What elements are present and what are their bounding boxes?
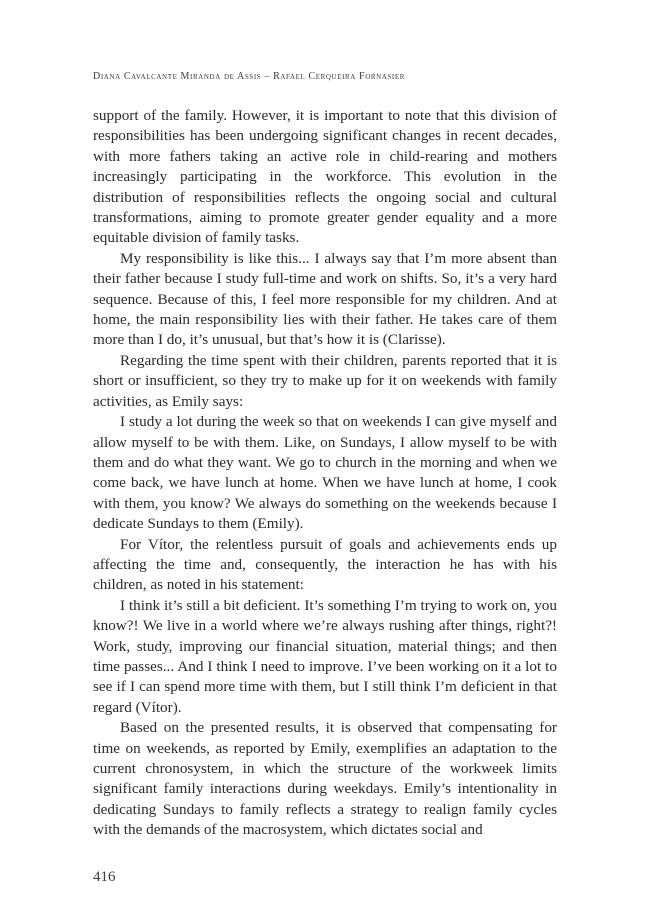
quote-vitor: I think it’s still a bit deficient. It’s something I’m trying to work on, you know?! We live in a world where we’re always rushing after things, right?! Work, study, improving our financial situation, material things; and then time passes... And I think I need to improve. I’ve been working on it a lot to see if I can spend more time with them, but I still think I’m deficient in that regard (Vítor).: [93, 596, 557, 716]
quote-clarisse: My responsibility is like this... I always say that I’m more absent than their father because I study full-time and work on shifts. So, it’s a very hard sequence. Because of this, I feel more responsible for my children. And at home, the main responsibility lies with their father. He takes care of them more than I do, it’s unusual, but that’s how it is (Clarisse).: [93, 249, 557, 349]
paragraph-results: Based on the presented results, it is observed that compensating for time on weekends, as reported by Emily, exemplifies an adaptation to the current chronosystem, in which the structure of the workweek limits significant family interactions during weekdays. Emily’s intentionality in dedicating Sundays to family reflects a strategy to realign family cycles with the demands of the macrosystem, which dictates social and: [93, 719, 557, 839]
quote-emily: I study a lot during the week so that on weekends I can give myself and allow myself to be with them. Like, on Sundays, I allow myself to be with them and do what they want. We go to church in the morning and when we come back, we have lunch at home. When we have lunch at home, I cook with them, you know? We always do something on the weekends because I dedicate Sundays to them (Emily).: [93, 413, 557, 533]
paragraph-continued: support of the family. However, it is important to note that this division of responsibilities has been undergoing significant changes in recent decades, with more fathers taking an active role in child-rearing and mothers increasingly participating in the workforce. This evolution in the distribution of responsibilities reflects the ongoing social and cultural transformations, aiming to promote greater gender equality and a more equitable division of family tasks.: [93, 107, 557, 247]
paragraph-time-spent: Regarding the time spent with their children, parents reported that it is short or insufficient, so they try to make up for it on weekends with family activities, as Emily says:: [93, 351, 557, 410]
running-head: Diana Cavalcante Miranda de Assis – Rafael Cerqueira Fornasier: [93, 71, 406, 82]
paragraph-vitor: For Vítor, the relentless pursuit of goals and achievements ends up affecting the time and, consequently, the interaction he has with his children, as noted in his statement:: [93, 535, 557, 594]
body-text: [93, 106, 557, 841]
page-number: 416: [93, 869, 116, 885]
